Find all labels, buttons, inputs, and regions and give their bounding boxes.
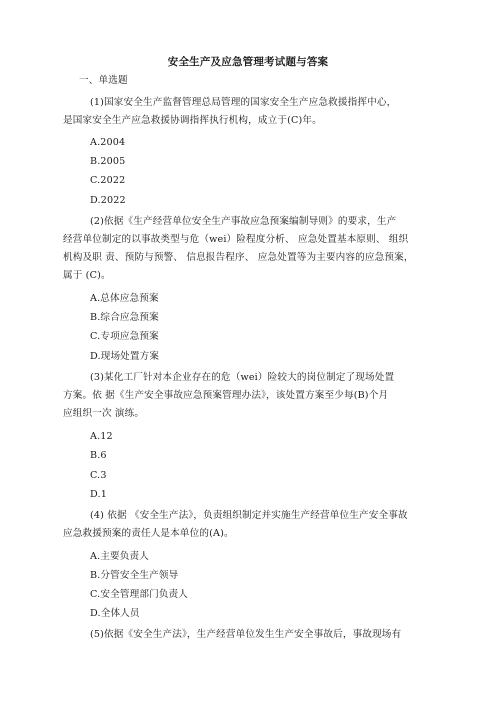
- section-heading: 一、单选题: [79, 75, 128, 86]
- question-1-option-a: A.2004: [90, 137, 126, 148]
- question-4-option-b: B.分管安全生产领导: [90, 570, 179, 581]
- question-1-line-2: 是国家安全生产应急救援协调指挥执行机构，成立于(C)年。: [63, 115, 322, 126]
- question-5-line-1: (5)依据《安全生产法》，生产经营单位发生生产安全事故后，事故现场有: [90, 629, 402, 640]
- question-1-line-1: (1)国家安全生产监督管理总局管理的国家安全生产应急救援指挥中心，: [90, 97, 397, 108]
- question-2-line-1: (2)依据《生产经营单位安全生产事故应急预案编制导则》的要求，生产: [90, 216, 397, 227]
- question-4-line-2: 应急救援预案的责任人是本单位的(A)。: [63, 528, 234, 539]
- question-2-option-d: D.现场处置方案: [90, 351, 160, 362]
- question-1-option-b: B.2005: [90, 156, 126, 167]
- question-3-option-c: C.3: [90, 470, 107, 481]
- question-2-line-4: 属于 (C)。: [63, 270, 111, 281]
- question-3-line-1: (3)某化工厂针对本企业存在的危（wei）险较大的岗位制定了现场处置: [90, 372, 395, 383]
- question-1-option-c: C.2022: [90, 175, 126, 186]
- question-2-option-a: A.总体应急预案: [90, 293, 159, 304]
- question-2-line-2: 经营单位制定的以事故类型与危（wei）险程度分析、 应急处置基本原则、 组织: [63, 234, 409, 245]
- question-4-option-d: D.全体人员: [90, 608, 140, 619]
- question-3-option-a: A.12: [90, 431, 113, 442]
- document-title: 安全生产及应急管理考试题与答案: [167, 56, 329, 68]
- question-3-line-2: 方案。依 据《生产安全事故应急预案管理办法》，该处置方案至少每(B)个月: [63, 390, 389, 401]
- question-2-option-b: B.综合应急预案: [90, 312, 159, 323]
- question-2-option-c: C.专项应急预案: [90, 331, 159, 342]
- question-1-option-d: D.2022: [90, 195, 126, 206]
- question-4-option-a: A.主要负责人: [90, 551, 149, 562]
- question-3-line-3: 应组织一次 演练。: [63, 408, 145, 419]
- question-4-option-c: C.安全管理部门负责人: [90, 589, 189, 600]
- question-3-option-b: B.6: [90, 450, 107, 461]
- question-4-line-1: (4) 依据 《安全生产法》，负责组织制定并实施生产经营单位生产安全事故: [90, 510, 408, 521]
- question-2-line-3: 机构及职 责、预防与预警、 信息报告程序、 应急处置等为主要内容的应急预案，: [63, 252, 414, 263]
- question-3-option-d: D.1: [90, 489, 107, 500]
